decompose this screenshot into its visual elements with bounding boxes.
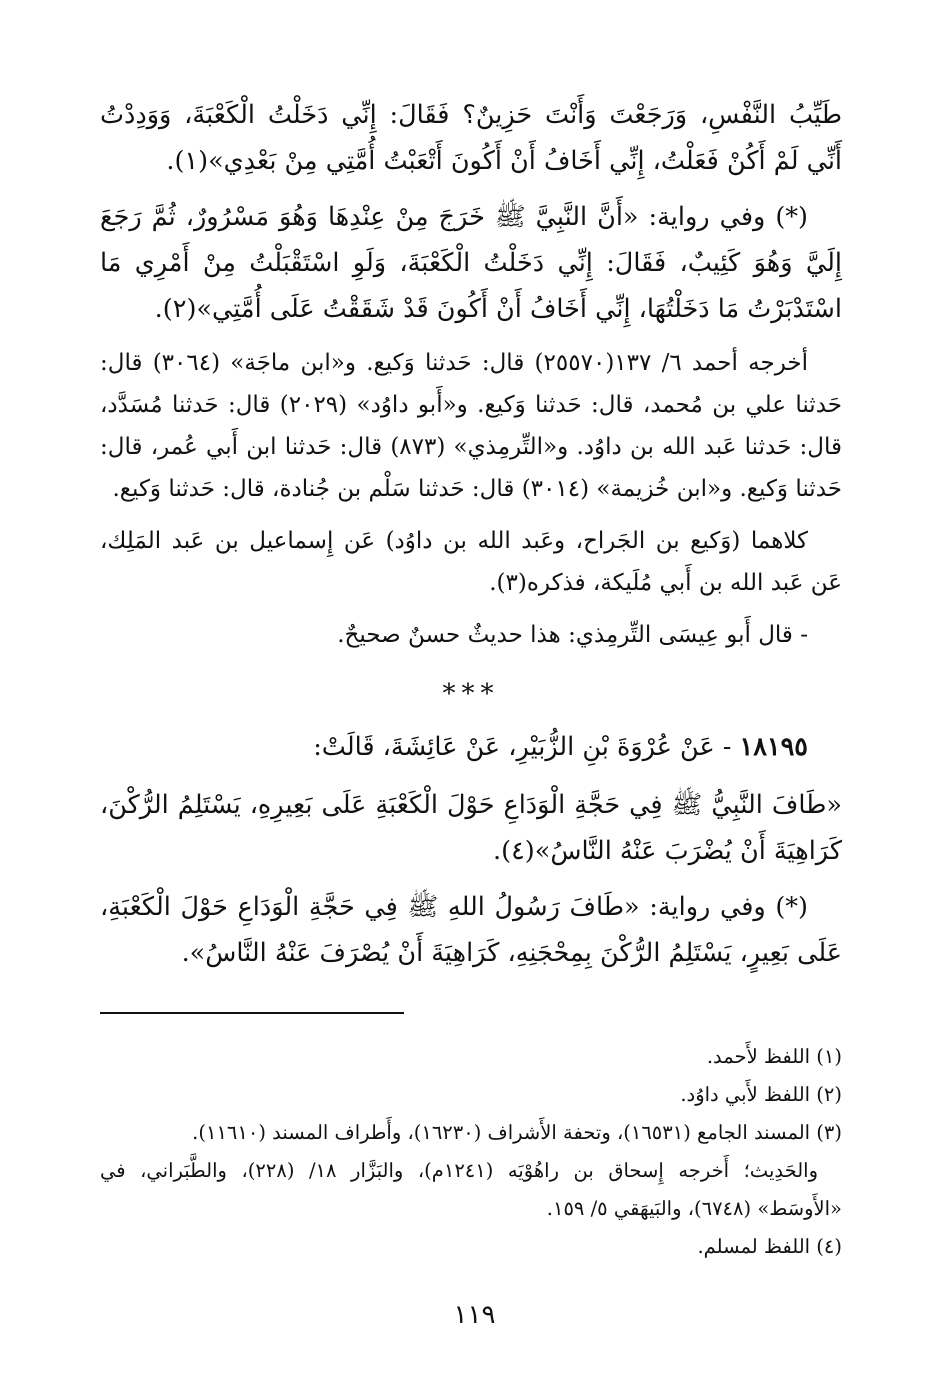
body-paragraph: طَيِّبُ النَّفْسِ، وَرَجَعْتَ وَأَنْتَ حَزِينٌ؟ فَقَالَ: إِنِّي دَخَلْتُ الْكَعْبَةَ، وَوَدِدْتُ أَنِّي لَمْ أَكُنْ فَعَلْتُ، إِنِّي أَخَافُ أَنْ أَكُونَ أَتْعَبْتُ أُمَّتِي مِنْ بَعْدِي»(١). xyxy=(100,100,842,176)
footnote-2: (٢) اللفظ لأَبي داوُد. xyxy=(680,1083,842,1106)
footnote-divider xyxy=(100,1012,404,1014)
section-separator: *** xyxy=(442,679,500,709)
hadith-isnad: - عَنْ عُرْوَةَ بْنِ الزُّبَيْرِ، عَنْ عَائِشَةَ، قَالَتْ: xyxy=(313,732,732,762)
chain-paragraph: كلاهما (وَكيع بن الجَراح، وعَبد الله بن داوُد) عَن إِسماعيل بن عَبد المَلِك، عَن عَبد الله بن أَبي مُلَيكة، فذكره(٣). xyxy=(100,528,842,596)
hadith-body: «طَافَ النَّبِيُّ ﷺ فِي حَجَّةِ الْوَدَاعِ حَوْلَ الْكَعْبَةِ عَلَى بَعِيرِهِ، يَسْتَلِمُ الرُّكْنَ، كَرَاهِيَةَ أَنْ يُضْرَبَ عَنْهُ النَّاسُ»(٤). xyxy=(100,790,842,866)
footnote-rule-wrapper xyxy=(100,1012,842,1014)
hadith-number: ١٨١٩٥ xyxy=(739,732,808,762)
narration-variant-paragraph: (*) وفي رواية: «أَنَّ النَّبِيَّ ﷺ خَرَجَ مِنْ عِنْدِهَا وَهُوَ مَسْرُورٌ، ثُمَّ رَجَعَ إِلَيَّ وَهُوَ كَئِيبٌ، فَقَالَ: إِنِّي دَخَلْتُ الْكَعْبَةَ، وَلَوِ اسْتَقْبَلْتُ مِنْ أَمْرِي مَا اسْتَدْبَرْتُ مَا دَخَلْتُهَا، إِنِّي أَخَافُ أَنْ أَكُونَ قَدْ شَقَقْتُ عَلَى أُمَّتِي»(٢). xyxy=(100,202,842,324)
page-number: ١١٩ xyxy=(453,1300,496,1330)
document-page xyxy=(100,92,842,1362)
footnote-3-continuation: والحَدِيث؛ أَخرجه إِسحاق بن راهُوْيَه (١٢٤١م)، والبَزَّار ١٨/ (٢٢٨)، والطَّبَراني، في «الأَوسَط» (٦٧٤٨)، والبَيهَقي ٥/ ١٥٩. xyxy=(100,1159,842,1220)
takhrij-paragraph: أخرجه أحمد ٦/ ١٣٧(٢٥٥٧٠) قال: حَدثنا وَكيع. و«ابن ماجَة» (٣٠٦٤) قال: حَدثنا علي بن مُحمد، قال: حَدثنا وَكيع. و«أَبو داوُد» (٢٠٢٩) قال: حَدثنا مُسَدَّد، قال: حَدثنا عَبد الله بن داوُد. و«التِّرمِذي» (٨٧٣) قال: حَدثنا ابن أَبي عُمر، قال: حَدثنا وَكيع. و«ابن خُزيمة» (٣٠١٤) قال: حَدثنا سَلْم بن جُنادة، قال: حَدثنا وَكيع. xyxy=(100,350,842,502)
hadith-variant: (*) وفي رواية: «طَافَ رَسُولُ اللهِ ﷺ فِي حَجَّةِ الْوَدَاعِ حَوْلَ الْكَعْبَةِ، عَلَى بَعِيرٍ، يَسْتَلِمُ الرُّكْنَ بِمِحْجَنِهِ، كَرَاهِيَةَ أَنْ يُصْرَفَ عَنْهُ النَّاسُ». xyxy=(100,892,842,968)
footnote-4: (٤) اللفظ لمسلم. xyxy=(697,1235,842,1258)
footnote-1: (١) اللفظ لأَحمد. xyxy=(706,1045,842,1068)
footnote-3: (٣) المسند الجامع (١٦٥٣١)، وتحفة الأَشراف (١٦٢٣٠)، وأَطراف المسند (١١٦١٠). xyxy=(192,1121,842,1144)
grading-paragraph: - قال أَبو عِيسَى التِّرمِذي: هذا حديثٌ حسنٌ صحيحٌ. xyxy=(337,622,808,648)
footnotes xyxy=(100,1038,842,1266)
hadith-heading xyxy=(100,722,842,772)
